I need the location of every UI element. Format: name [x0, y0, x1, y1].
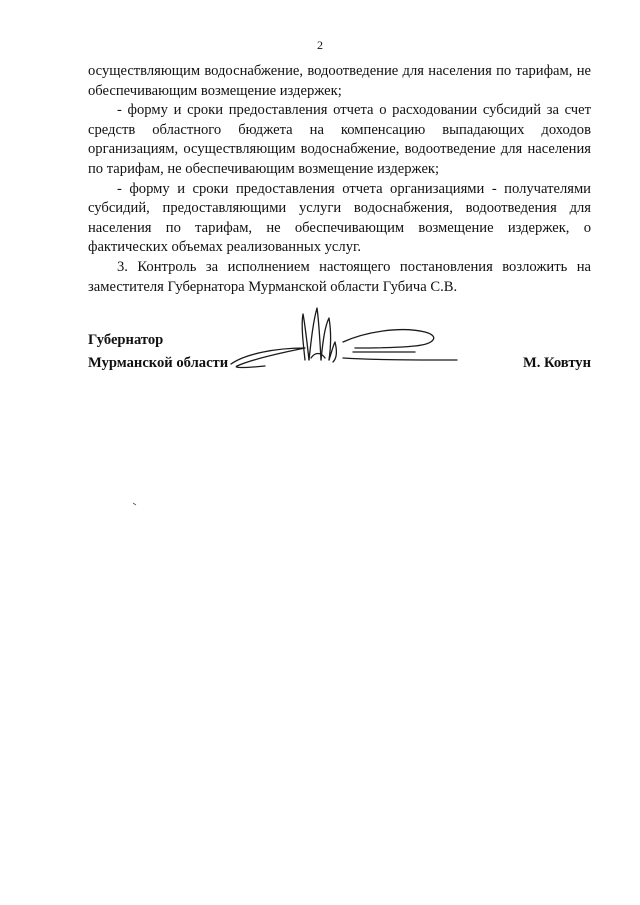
handwritten-signature [225, 302, 465, 382]
signatory-title-line2: Мурманской области [88, 355, 229, 371]
stray-ink-mark [132, 502, 138, 506]
document-body [88, 62, 591, 297]
paragraph-continuation: осуществляющим водоснабжение, водоотведение для населения по тарифам, не обеспечивающим возмещение издержек; [88, 63, 591, 99]
paragraph-control-clause: 3. Контроль за исполнением настоящего постановления возложить на заместителя Губернатора Мурманской области Губича С.В. [88, 258, 591, 295]
signatory-name: М. Ковтун [522, 355, 591, 371]
signatory-title-line1: Губернатор [88, 332, 164, 348]
page-number: 2 [317, 38, 323, 52]
paragraph-recipients-report: - форму и сроки предоставления отчета организациями - получателями субсидий, предоставляющими услуги водоснабжения, водоотведения для населения по тарифам, не обеспечивающим возмещение издержек, о фактических объемах реализованных услуг. [88, 180, 591, 256]
paragraph-report-form: - форму и сроки предоставления отчета о расходовании субсидий за счет средств областного бюджета на компенсацию выпадающих доходов организациям, осуществляющим водоснабжение, водоотведение для населения по тарифам, не обеспечивающим возмещение издержек; [88, 102, 591, 177]
